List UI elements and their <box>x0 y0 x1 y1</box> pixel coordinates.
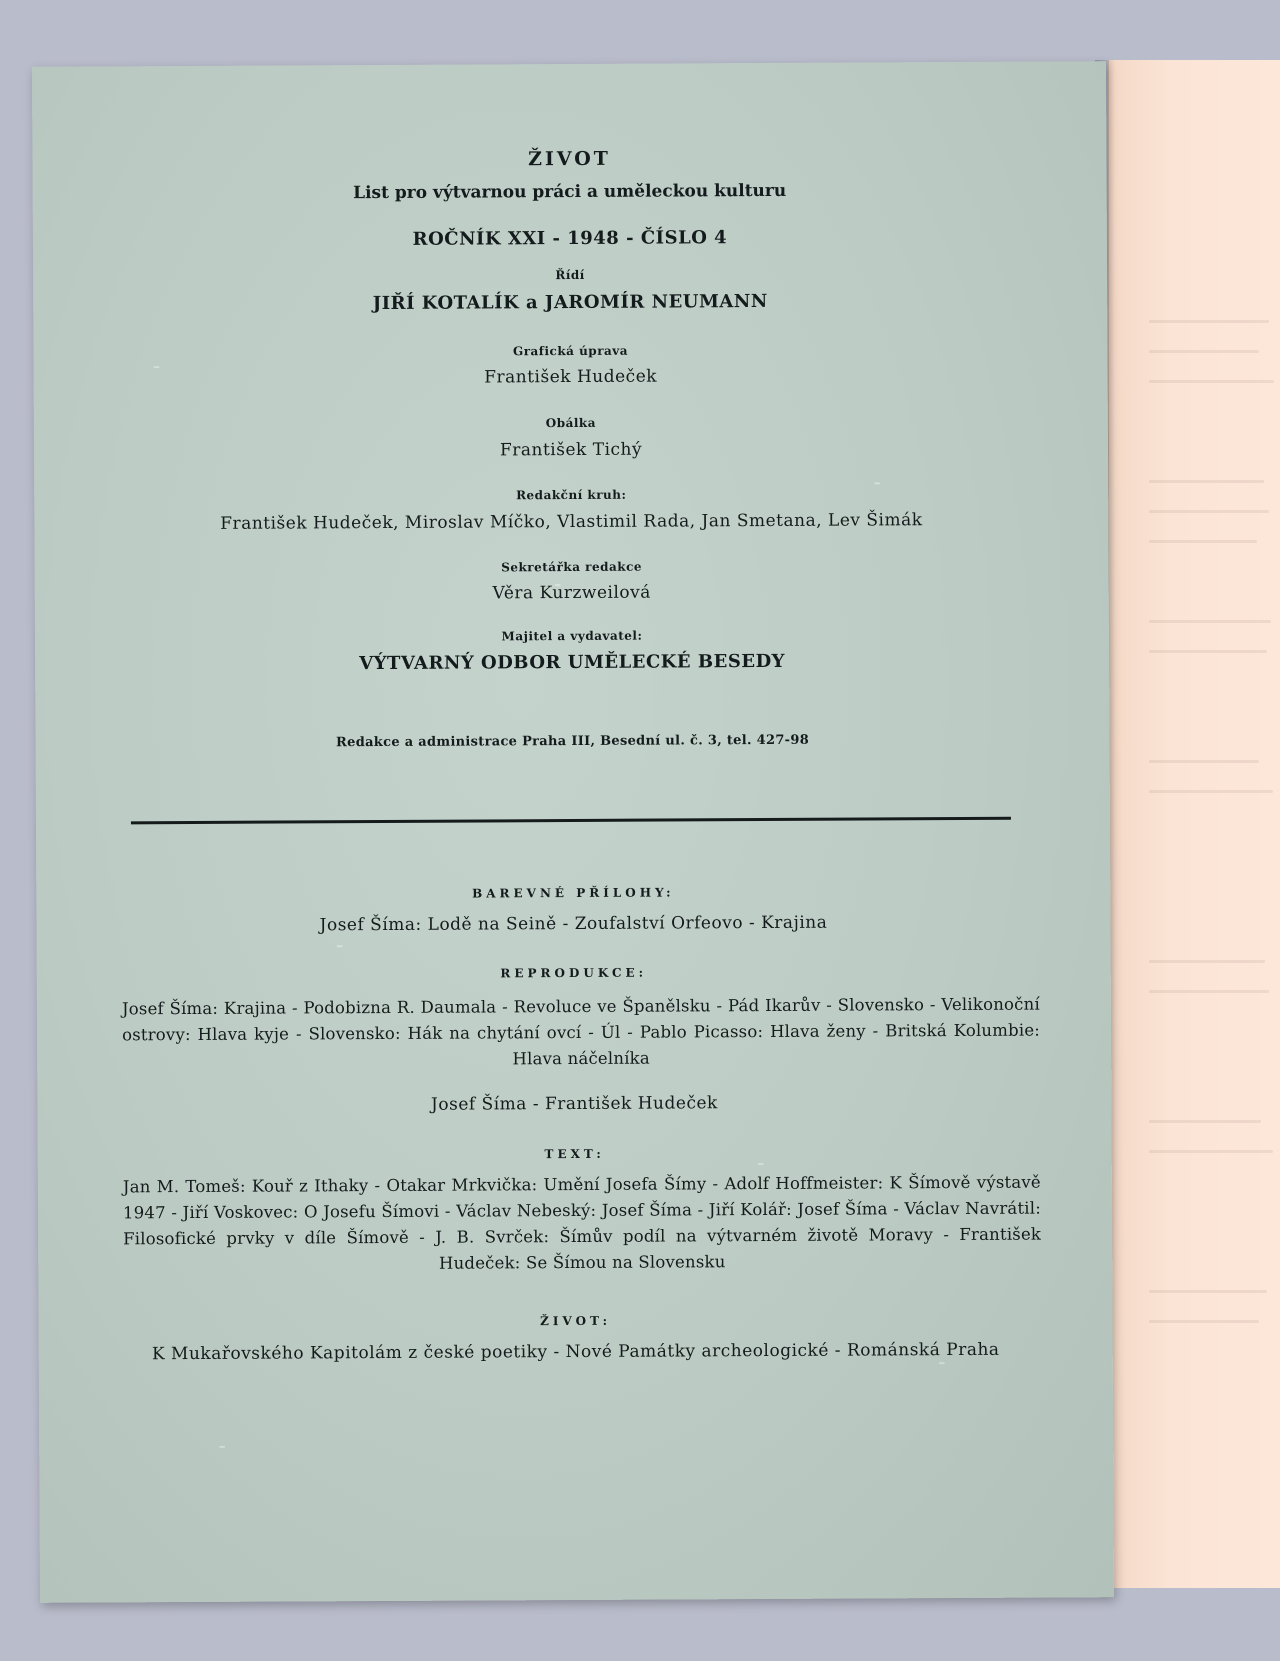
text-heading: TEXT: <box>544 1146 605 1162</box>
life-list: K Mukařovského Kapitolám z české poetiky - Nové Památky archeologické - Románská Praha <box>151 1339 1000 1365</box>
layout-designer: František Hudeček <box>484 366 658 388</box>
reproductions-list: Josef Šíma: Krajina - Podobizna R. Daumala - Revoluce ve Španělsku - Pád Ikarův - Slovensko - Velikonoční ostrovy: Hlava kyje - Slovensko: Hák na chytání ovcí - Úl - Pablo Picasso: Hlava ženy - Britská Kolumbie: Hlava náčelníka <box>121 994 1041 1069</box>
editorial-board: František Hudeček, Miroslav Míčko, Vlastimil Rada, Jan Smetana, Lev Šimák <box>220 510 923 534</box>
portraits-line: Josef Šíma - František Hudeček <box>430 1093 718 1115</box>
secretary: Věra Kurzweilová <box>492 582 651 604</box>
editors-label: Řídí <box>555 267 585 283</box>
text-list: Jan M. Tomeš: Kouř z Ithaky - Otakar Mrkvička: Umění Josefa Šímy - Adolf Hoffmeister: K Šímově výstavě 1947 - Jiří Voskovec: O Josefu Šímovi - Václav Nebeský: Josef Šíma - Jiří Kolář: Josef Šíma - Václav Navrátil: Filosofické prvky v díle Šímově - J. B. Svrček: Šímův podíl na výtvarném životě Moravy - František Hudeček: Se Šímou na Slovensku <box>122 1172 1042 1273</box>
color-plates-list: Josef Šíma: Lodě na Seině - Zoufalství Orfeovo - Krajina <box>319 912 828 936</box>
reproductions-heading: REPRODUKCE: <box>500 965 648 981</box>
address: Redakce a administrace Praha III, Besední ul. č. 3, tel. 427-98 <box>335 732 810 751</box>
layout-label: Grafická úprava <box>512 343 629 359</box>
magazine-subtitle: List pro výtvarnou práci a uměleckou kulturu <box>353 180 787 204</box>
publisher-label: Majitel a vydavatel: <box>501 628 643 644</box>
cover-label: Obálka <box>545 415 597 431</box>
secretary-label: Sekretářka redakce <box>501 559 643 575</box>
publisher: VÝTVARNÝ ODBOR UMĚLECKÉ BESEDY <box>359 650 786 675</box>
magazine-title: ŽIVOT <box>527 147 611 171</box>
facing-page <box>1108 60 1280 1588</box>
divider-rule <box>131 817 1011 825</box>
volume-issue: ROČNÍK XXI - 1948 - ČÍSLO 4 <box>412 227 728 250</box>
magazine-page <box>32 61 1114 1603</box>
editors: JIŘÍ KOTALÍK a JAROMÍR NEUMANN <box>372 290 768 315</box>
board-label: Redakční kruh: <box>516 487 627 503</box>
life-heading: ŽIVOT: <box>540 1313 612 1329</box>
color-plates-heading: BAREVNÉ PŘÍLOHY: <box>472 885 675 901</box>
cover-artist: František Tichý <box>499 439 643 461</box>
